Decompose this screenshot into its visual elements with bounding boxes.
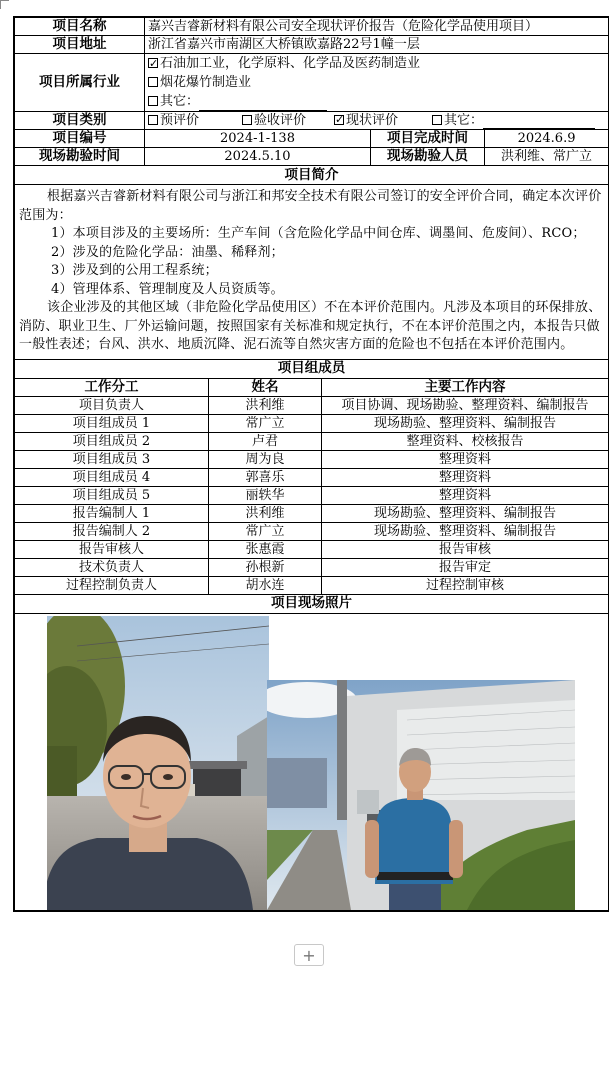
members-section-title: 项目组成员 — [15, 359, 609, 378]
industry-options — [145, 54, 609, 112]
survey-time-label: 现场勘验时间 — [15, 148, 145, 166]
member-duties: 整理资料 — [322, 486, 609, 504]
project-name-label: 项目名称 — [15, 18, 145, 36]
intro-section-title: 项目简介 — [15, 166, 609, 185]
project-type-label: 项目类别 — [15, 112, 145, 130]
surveyors-value: 洪利维、常广立 — [485, 148, 609, 166]
member-duties: 整理资料、校核报告 — [322, 432, 609, 450]
project-address-label: 项目地址 — [15, 36, 145, 54]
checkbox-icon[interactable] — [432, 115, 442, 125]
blank-underline — [199, 96, 327, 111]
member-name: 卢君 — [209, 432, 322, 450]
project-info-table — [14, 17, 609, 379]
table-row — [15, 540, 609, 558]
member-name: 丽轶华 — [209, 486, 322, 504]
add-page-button[interactable]: + — [294, 944, 324, 966]
inspector-photo-drawing — [267, 680, 575, 910]
member-duties: 整理资料 — [322, 450, 609, 468]
table-row — [15, 414, 609, 432]
table-row — [15, 504, 609, 522]
photos-cell — [15, 613, 609, 910]
site-photo-selfie — [47, 616, 269, 910]
selfie-photo-drawing — [47, 616, 269, 910]
photos-section-title: 项目现场照片 — [15, 594, 609, 613]
industry-option-other[interactable]: 其它： — [148, 92, 605, 111]
project-number-value: 2024-1-138 — [145, 130, 371, 148]
members-table — [14, 379, 609, 911]
intro-body — [15, 185, 609, 360]
table-row — [15, 522, 609, 540]
completion-time-value: 2024.6.9 — [485, 130, 609, 148]
industry-option-fireworks[interactable]: 烟花爆竹制造业 — [148, 73, 605, 92]
intro-list-item: 2）涉及的危险化学品：油墨、稀释剂； — [51, 244, 284, 260]
member-duties: 现场勘验、整理资料、编制报告 — [322, 522, 609, 540]
member-role: 技术负责人 — [15, 558, 209, 576]
member-duties: 报告审核 — [322, 540, 609, 558]
member-duties: 现场勘验、整理资料、编制报告 — [322, 504, 609, 522]
type-option-pre[interactable]: 预评价 — [148, 112, 242, 129]
project-address-value: 浙江省嘉兴市南湖区大桥镇欧嘉路22号1幢一层 — [145, 36, 609, 54]
member-role: 项目组成员 1 — [15, 414, 209, 432]
checkbox-icon[interactable] — [242, 115, 252, 125]
table-row — [15, 576, 609, 594]
member-name: 孙根新 — [209, 558, 322, 576]
member-role: 项目组成员 2 — [15, 432, 209, 450]
checkbox-checked-icon[interactable] — [334, 115, 344, 125]
table-row — [15, 396, 609, 414]
member-duties: 项目协调、现场勘验、整理资料、编制报告 — [322, 396, 609, 414]
checkbox-icon[interactable] — [148, 96, 158, 106]
members-header-duties: 主要工作内容 — [322, 379, 609, 397]
member-name: 张惠霞 — [209, 540, 322, 558]
table-row — [15, 432, 609, 450]
member-name: 常广立 — [209, 414, 322, 432]
crop-corner-mark — [0, 0, 9, 9]
member-role: 报告编制人 1 — [15, 504, 209, 522]
industry-label: 项目所属行业 — [15, 54, 145, 112]
table-row — [15, 468, 609, 486]
members-header-role: 工作分工 — [15, 379, 209, 397]
site-photo-inspector — [267, 680, 575, 910]
member-name: 洪利维 — [209, 396, 322, 414]
checkbox-icon[interactable] — [148, 77, 158, 87]
member-role: 项目负责人 — [15, 396, 209, 414]
member-role: 项目组成员 3 — [15, 450, 209, 468]
intro-paragraph: 该企业涉及的其他区域（非危险化学品使用区）不在本评价范围内。凡涉及本项目的环保排放、消防、职业卫生、厂外运输问题，按照国家有关标准和规定执行，不在本评价范围之内，本报告只做一般性表述；台风、洪水、地质沉降、泥石流等自然灾害方面的危险也不包括在本评价范围内。 — [19, 300, 602, 352]
type-option-other[interactable]: 其它： — [432, 113, 595, 128]
member-role: 过程控制负责人 — [15, 576, 209, 594]
member-name: 常广立 — [209, 522, 322, 540]
intro-paragraph: 根据嘉兴吉睿新材料有限公司与浙江和邦安全技术有限公司签订的安全评价合同，确定本次评价范围为： — [19, 189, 602, 223]
completion-time-label: 项目完成时间 — [371, 130, 485, 148]
intro-list-item: 4）管理体系、管理制度及人员资质等。 — [51, 281, 284, 297]
member-duties: 现场勘验、整理资料、编制报告 — [322, 414, 609, 432]
blank-underline — [483, 114, 595, 129]
industry-option-petrochem[interactable]: ✓石油加工业，化学原料、化学品及医药制造业 — [148, 54, 605, 73]
type-option-status[interactable]: ✓ 现状评价 — [334, 112, 432, 129]
member-name: 洪利维 — [209, 504, 322, 522]
surveyors-label: 现场勘验人员 — [371, 148, 485, 166]
type-option-acceptance[interactable]: 验收评价 — [242, 112, 334, 129]
project-type-options — [145, 112, 609, 130]
member-duties: 整理资料 — [322, 468, 609, 486]
checkbox-checked-icon[interactable] — [148, 58, 158, 68]
member-name: 郭喜乐 — [209, 468, 322, 486]
member-name: 周为良 — [209, 450, 322, 468]
table-row — [15, 450, 609, 468]
project-number-label: 项目编号 — [15, 130, 145, 148]
member-duties: 报告审定 — [322, 558, 609, 576]
project-info-sheet — [13, 16, 609, 912]
member-role: 项目组成员 4 — [15, 468, 209, 486]
member-role: 报告编制人 2 — [15, 522, 209, 540]
member-name: 胡水连 — [209, 576, 322, 594]
intro-list-item: 3）涉及到的公用工程系统； — [51, 263, 218, 278]
project-name-value: 嘉兴吉睿新材料有限公司安全现状评价报告（危险化学品使用项目） — [145, 18, 609, 36]
survey-time-value: 2024.5.10 — [145, 148, 371, 166]
member-role: 报告审核人 — [15, 540, 209, 558]
member-role: 项目组成员 5 — [15, 486, 209, 504]
members-header-name: 姓名 — [209, 379, 322, 397]
table-row — [15, 558, 609, 576]
table-row — [15, 486, 609, 504]
checkbox-icon[interactable] — [148, 115, 158, 125]
intro-list-item: 1）本项目涉及的主要场所：生产车间（含危险化学品中间仓库、调墨间、危废间）、RCO； — [51, 226, 586, 241]
member-duties: 过程控制审核 — [322, 576, 609, 594]
